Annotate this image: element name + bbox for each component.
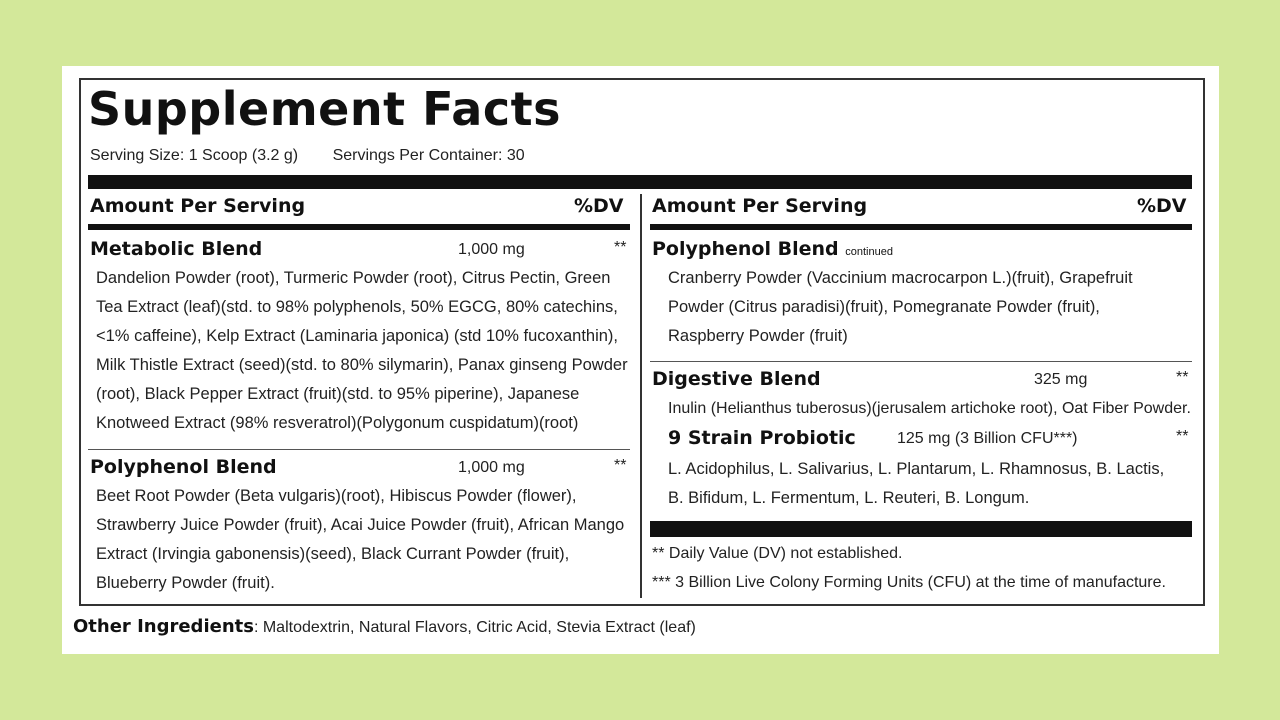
left-dv-header: %DV: [574, 195, 624, 217]
ingredient-line: Dandelion Powder (root), Turmeric Powder (root), Citrus Pectin, Green: [96, 269, 611, 287]
serving-info: [90, 147, 555, 165]
ingredient-line: Strawberry Juice Powder (fruit), Acai Juice Powder (fruit), African Mango: [96, 516, 625, 534]
footnote: ** Daily Value (DV) not established.: [652, 545, 903, 562]
top-thick-divider: [88, 175, 1192, 189]
polyphenol-continued-heading: [652, 238, 893, 260]
digestive-blend-dv: **: [1176, 369, 1189, 386]
serving-size: Serving Size: 1 Scoop (3.2 g): [90, 147, 299, 164]
continued-note: continued: [845, 246, 893, 258]
right-amount-header: Amount Per Serving: [652, 195, 868, 217]
footnote-divider: [650, 521, 1192, 537]
ingredient-line: Cranberry Powder (Vaccinium macrocarpon L.)(fruit), Grapefruit: [668, 269, 1133, 287]
metabolic-blend-dv: **: [614, 239, 627, 256]
ingredient-line: Milk Thistle Extract (seed)(std. to 80% silymarin), Panax ginseng Powder: [96, 356, 628, 374]
ingredient-line: Raspberry Powder (fruit): [668, 327, 848, 345]
polyphenol-blend-dv: **: [614, 457, 627, 474]
metabolic-blend-name: Metabolic Blend: [90, 238, 263, 260]
metabolic-blend-amount: 1,000 mg: [458, 241, 525, 258]
section-divider: [650, 361, 1192, 362]
ingredient-line: (root), Black Pepper Extract (fruit)(std. to 95% piperine), Japanese: [96, 385, 580, 403]
probiotic-amount: 125 mg (3 Billion CFU***): [897, 430, 1078, 447]
digestive-blend-amount: 325 mg: [1034, 371, 1088, 388]
ingredient-line: Beet Root Powder (Beta vulgaris)(root), Hibiscus Powder (flower),: [96, 487, 577, 505]
section-divider: [88, 449, 630, 450]
other-ingredients-label: Other Ingredients: [73, 616, 254, 637]
ingredient-line: <1% caffeine), Kelp Extract (Laminaria japonica) (std 10% fucoxanthin),: [96, 327, 619, 345]
column-divider: [640, 194, 642, 598]
ingredient-line: Tea Extract (leaf)(std. to 98% polyphenols, 50% EGCG, 80% catechins,: [96, 298, 618, 316]
ingredient-line: B. Bifidum, L. Fermentum, L. Reuteri, B. Longum.: [668, 489, 1030, 507]
ingredient-line: L. Acidophilus, L. Salivarius, L. Plantarum, L. Rhamnosus, B. Lactis,: [668, 460, 1165, 478]
other-ingredients-text: : Maltodextrin, Natural Flavors, Citric Acid, Stevia Extract (leaf): [253, 619, 696, 636]
polyphenol-blend-amount: 1,000 mg: [458, 459, 525, 476]
probiotic-name: 9 Strain Probiotic: [668, 427, 856, 449]
servings-per-container: Servings Per Container: 30: [332, 147, 525, 164]
ingredient-line: Inulin (Helianthus tuberosus)(jerusalem artichoke root), Oat Fiber Powder.: [668, 400, 1191, 417]
left-header-divider: [88, 224, 630, 230]
ingredient-line: Extract (Irvingia gabonensis)(seed), Black Currant Powder (fruit),: [96, 545, 570, 563]
footnote: *** 3 Billion Live Colony Forming Units (CFU) at the time of manufacture.: [652, 574, 1166, 591]
polyphenol-blend-name: Polyphenol Blend: [90, 456, 277, 478]
probiotic-dv: **: [1176, 428, 1189, 445]
ingredient-line: Knotweed Extract (98% resveratrol)(Polygonum cuspidatum)(root): [96, 414, 579, 432]
ingredient-line: Blueberry Powder (fruit).: [96, 574, 275, 592]
other-ingredients: [73, 616, 696, 637]
right-header-divider: [650, 224, 1192, 230]
polyphenol-continued-name: Polyphenol Blend: [652, 238, 839, 260]
left-amount-header: Amount Per Serving: [90, 195, 306, 217]
ingredient-line: Powder (Citrus paradisi)(fruit), Pomegranate Powder (fruit),: [668, 298, 1100, 316]
digestive-blend-name: Digestive Blend: [652, 368, 821, 390]
page-title: Supplement Facts: [88, 82, 561, 136]
right-dv-header: %DV: [1137, 195, 1187, 217]
